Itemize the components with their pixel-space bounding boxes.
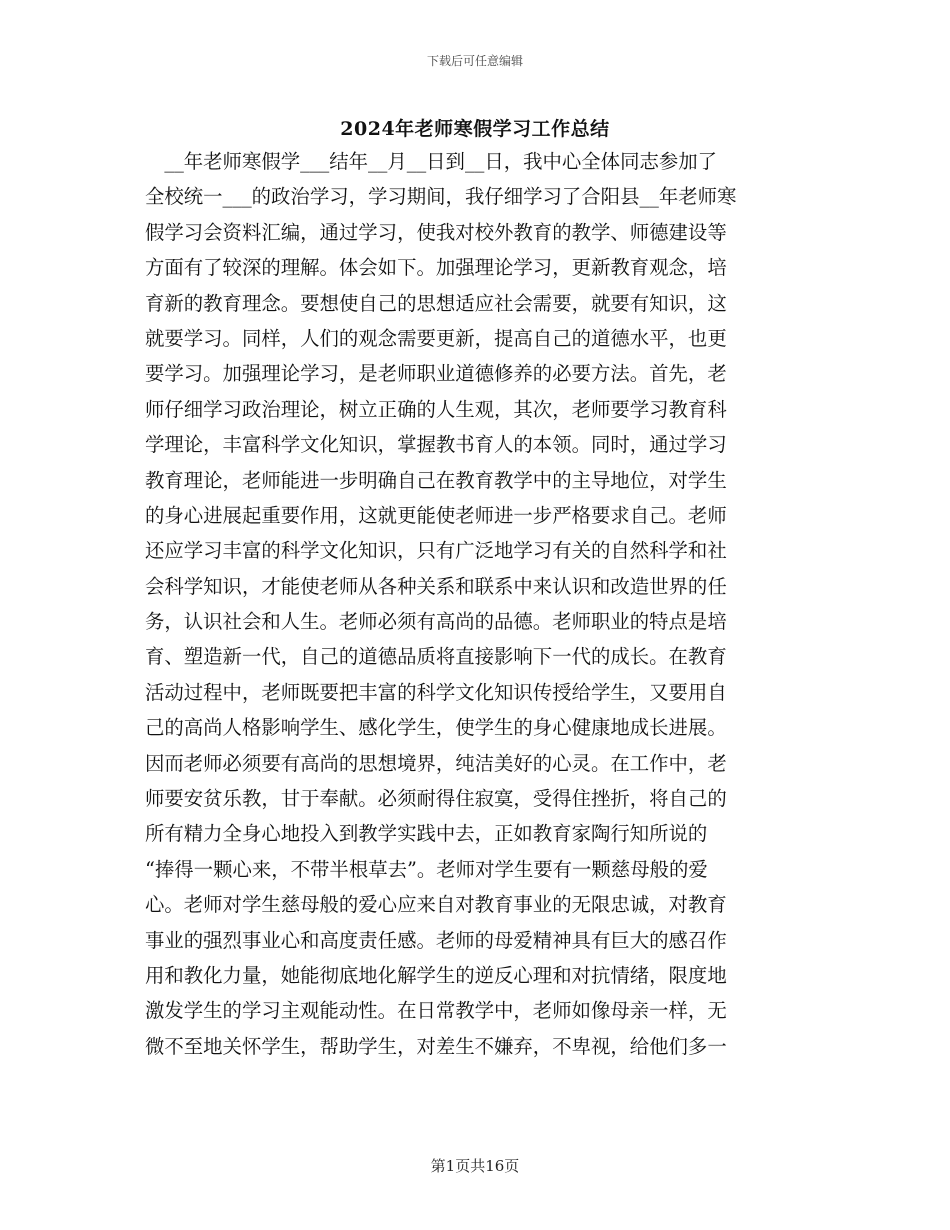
body-line: 要学习。加强理论学习，是老师职业道德修养的必要方法。首先，老: [145, 362, 727, 386]
body-line: 育、塑造新一代，自己的道德品质将直接影响下一代的成长。在教育: [145, 645, 727, 669]
body-line: __年老师寒假学___结年__月__日到__日，我中心全体同志参加了: [145, 150, 718, 173]
body-line: 己的高尚人格影响学生、感化学生，使学生的身心健康地成长进展。: [145, 716, 727, 740]
body-line: 师仔细学习政治理论，树立正确的人生观，其次，老师要学习教育科: [145, 397, 727, 421]
body-line: 学理论，丰富科学文化知识，掌握教书育人的本领。同时，通过学习: [145, 433, 727, 457]
body-line: 还应学习丰富的科学文化知识，只有广泛地学习有关的自然科学和社: [145, 539, 727, 563]
body-line: 心。老师对学生慈母般的爱心应来自对教育事业的无限忠诚，对教育: [145, 893, 727, 917]
body-line: 务，认识社会和人生。老师必须有高尚的品德。老师职业的特点是培: [145, 610, 727, 634]
body-line: 微不至地关怀学生，帮助学生，对差生不嫌弃，不卑视，给他们多一: [145, 1034, 727, 1058]
page-number-footer: 第1页共16页: [430, 1157, 520, 1175]
body-line: 用和教化力量，她能彻底地化解学生的逆反心理和对抗情绪，限度地: [145, 963, 727, 987]
body-line: 会科学知识，才能使老师从各种关系和联系中来认识和改造世界的任: [145, 574, 727, 598]
document-title: 2024年老师寒假学习工作总结: [340, 118, 610, 140]
body-line: 的身心进展起重要作用，这就更能使老师进一步严格要求自己。老师: [145, 503, 727, 527]
document-body: [145, 144, 805, 1064]
body-line: 因而老师必须要有高尚的思想境界，纯洁美好的心灵。在工作中，老: [145, 751, 727, 775]
body-line: 激发学生的学习主观能动性。在日常教学中，老师如像母亲一样，无: [145, 999, 727, 1023]
body-line: 方面有了较深的理解。体会如下。加强理论学习，更新教育观念，培: [145, 256, 727, 280]
body-line: 所有精力全身心地投入到教学实践中去，正如教育家陶行知所说的: [145, 822, 708, 846]
body-line: 全校统一___的政治学习，学习期间，我仔细学习了合阳县__年老师寒: [145, 185, 737, 209]
body-line: 就要学习。同样，人们的观念需要更新，提高自己的道德水平，也更: [145, 326, 727, 350]
body-line: 假学习会资料汇编，通过学习，使我对校外教育的教学、师德建设等: [145, 220, 727, 244]
body-line: “捧得一颗心来，不带半根草去”。老师对学生要有一颗慈母般的爱: [145, 857, 708, 881]
page-header-note: 下载后可任意编辑: [426, 54, 523, 68]
body-line: 事业的强烈事业心和高度责任感。老师的母爱精神具有巨大的感召作: [145, 928, 727, 952]
body-line: 育新的教育理念。要想使自己的思想适应社会需要，就要有知识，这: [145, 291, 727, 315]
body-line: 师要安贫乐教，甘于奉献。必须耐得住寂寞，受得住挫折，将自己的: [145, 787, 727, 811]
body-line: 教育理论，老师能进一步明确自己在教育教学中的主导地位，对学生: [145, 468, 727, 492]
body-line: 活动过程中，老师既要把丰富的科学文化知识传授给学生，又要用自: [145, 680, 727, 704]
